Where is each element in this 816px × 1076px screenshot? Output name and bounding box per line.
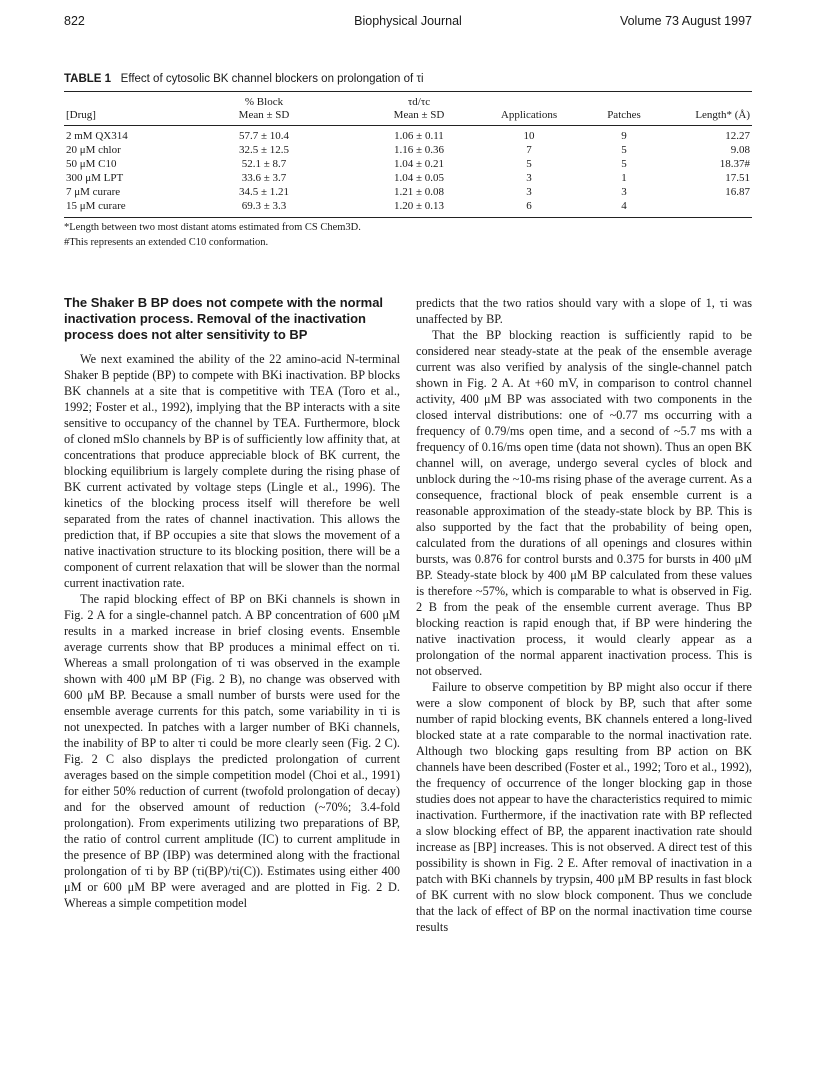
table-label: TABLE 1 [64,73,112,85]
cell-tau: 1.04 ± 0.05 [393,172,445,184]
section-heading: The Shaker B BP does not compete with the normal inactivation process. Removal of the inactivation process does not alter sensitivity to BP [64,295,384,342]
cell-block: 57.7 ± 10.4 [238,130,290,142]
paragraph: The rapid blocking effect of BP on BKi channels is shown in Fig. 2 A for a single-channel patch. A BP concentration of 600 μM results in a marked increase in brief closing events. Ensemble average currents show that BP produces a minimal effect on τi. Whereas a small prolongation of τi was observed in the example shown with 400 μM BP (Fig. 2 B), no change was observed with 600 μM BP. Because a small number of bursts were used for the ensemble average currents for this patch, some variability in τi is not unexpected. In patches with a larger number of BKi channels, the inability of BP to alter τi could be more clearly seen (Fig. 2 C). Fig. 2 C also displays the predicted prolongation of current averages based on the simple competition model (Choi et al., 1991) for either 50% reduction of current (twofold prolongation of decay) and for the observed amount of reduction (~70%; 3.4-fold prolongation). From experiments utilizing two preparations of BP, the ratio of control current amplitude (IC) to current amplitude in the presence of BP (IBP) was determined along with the fractional prolongation of τi by BP (τi(BP)/τi(C)). Estimates using either 400 μM or 600 μM BP were averaged and are plotted in Fig. 2 D. Whereas a simple competition model [64,592,400,910]
journal-name: Biophysical Journal [354,14,462,28]
cell-drug: 15 μM curare [66,200,126,212]
cell-length: 9.08 [730,144,750,156]
cell-block: 33.6 ± 3.7 [241,172,287,184]
cell-drug: 300 μM LPT [66,172,124,184]
cell-applications: 3 [526,172,532,184]
table-caption [64,73,424,85]
table-top-rule [64,91,752,92]
cell-block: 52.1 ± 8.7 [241,158,287,170]
table-footnote-2: #This represents an extended C10 conformation. [64,237,269,248]
cell-drug: 50 μM C10 [66,158,117,170]
cell-block: 32.5 ± 12.5 [238,144,290,156]
table-row [64,143,752,157]
col-header-drug: [Drug] [66,109,96,121]
cell-patches: 1 [621,172,627,184]
table-footnote-1: *Length between two most distant atoms estimated from CS Chem3D. [64,222,361,233]
table-row [64,129,752,143]
cell-patches: 5 [621,158,627,170]
cell-applications: 10 [523,130,535,142]
table-row [64,157,752,171]
cell-applications: 3 [526,186,532,198]
table-row [64,199,752,213]
volume-info: Volume 73 August 1997 [619,14,752,28]
cell-length: 12.27 [725,130,750,142]
table-row [64,185,752,199]
right-column [416,295,752,935]
cell-drug: 20 μM chlor [66,144,121,156]
cell-applications: 7 [526,144,532,156]
cell-patches: 5 [621,144,627,156]
running-header [64,14,752,32]
paragraph: That the BP blocking reaction is sufficiently rapid to be considered near steady-state at the peak of the ensemble average current was also verified by analysis of the single-channel patch shown in Fig. 2 A. At +60 mV, in comparison to control channel activity, 400 μM BP was associated with two components in the closed interval distributions: one of ~0.77 ms occurring with a frequency of 0.79/ms open time, and a second of ~5.7 ms with a frequency of 0.16/ms open time (data not shown). Thus an open BK channel will, on average, undergo several cycles of block and unblock during the ~10-ms rising phase of the average current. As a consequence, fractional block of peak ensemble current is a reasonable approximation of the steady-state block by BP. This is also supported by the fact that the probability of being open, calculated from the durations of all openings and closures within bursts, was 0.876 for control bursts and 0.375 for bursts in 400 μM BP. Steady-state block by 400 μM BP calculated from these values is therefore ~57%, which is comparable to what is observed in Fig. 2 B from the peak of the ensemble current average. Thus BP blocking reaction is rapid enough that, if BP were hindering the native inactivation process, it would clearly appear as a prolongation of the normal apparent inactivation process. This is not observed. [416,328,752,678]
cell-tau: 1.04 ± 0.21 [393,158,445,170]
cell-tau: 1.06 ± 0.11 [394,130,444,142]
cell-applications: 5 [526,158,532,170]
page-number: 822 [64,14,85,28]
table-bottom-rule [64,217,752,218]
paragraph: Failure to observe competition by BP might also occur if there were a slow component of block by BP, such that after some number of rapid blocking events, BK channels entered a long-lived blocked state at a rate comparable to the normal inactivation rate. Although two blocking gaps resulting from BP action on BK channels have been described (Foster et al., 1992; Toro et al., 1992), the frequency of occurrence of the longer blocking gap in those studies does not appear to have the characteristics required to mimic inactivation. Furthermore, if the inactivation rate with BP reflected a slow blocking effect of BP, the apparent inactivation rate should increase as [BP] increases. This is not observed. A direct test of this possibility is shown in Fig. 2 E. After removal of inactivation in a patch with BKi channels by trypsin, 400 μM BP results in fast block of BK current with no slow block component. Thus we conclude that the lack of effect of BP on the normal inactivation time course results [416,680,752,934]
cell-block: 69.3 ± 3.3 [241,200,287,212]
col-header-block-line1: % Block [244,96,284,108]
col-header-applications: Applications [500,109,558,121]
col-header-length: Length* (Å) [695,109,750,121]
cell-tau: 1.16 ± 0.36 [393,144,445,156]
cell-block: 34.5 ± 1.21 [238,186,290,198]
cell-length: 17.51 [725,172,750,184]
cell-length: 16.87 [725,186,750,198]
paragraph: predicts that the two ratios should vary with a slope of 1, τi was unaffected by BP. [416,296,752,326]
col-header-patches: Patches [607,109,641,121]
cell-patches: 9 [621,130,627,142]
cell-length: 18.37# [719,158,750,170]
col-header-tau-line1: τd/τc [407,96,431,108]
table-header-rule [64,125,752,126]
cell-patches: 4 [621,200,627,212]
col-header-tau-line2: Mean ± SD [393,109,445,121]
table-title: Effect of cytosolic BK channel blockers on prolongation of τi [120,73,424,85]
cell-drug: 7 μM curare [66,186,121,198]
cell-patches: 3 [621,186,627,198]
left-column [64,295,400,911]
col-header-block-line2: Mean ± SD [238,109,290,121]
table-row [64,171,752,185]
cell-tau: 1.21 ± 0.08 [393,186,445,198]
cell-tau: 1.20 ± 0.13 [393,200,445,212]
cell-drug: 2 mM QX314 [66,130,128,142]
cell-applications: 6 [526,200,532,212]
paragraph: We next examined the ability of the 22 amino-acid N-terminal Shaker B peptide (BP) to compete with BKi inactivation. BP blocks BK channels at a site that is competitive with TEA (Toro et al., 1992; Foster et al., 1992), implying that the BP interacts with a site sensitive to occupancy of the channel by TEA. Furthermore, block of cloned mSlo channels by BP is of sufficiently low affinity that, at concentrations that produce appreciable block of BK current, the blocking equilibrium is largely complete during the rising phase of BK current activated by voltage steps (Lingle et al., 1996). The kinetics of the blocking process itself will therefore be well separated from the rates of channel inactivation. This allows the prediction that, if BP occupies a site that slows the movement of a native inactivation structure to its blocking position, there will be a component of current relaxation that will be slower than the normal current inactivation rate. [64,352,400,590]
